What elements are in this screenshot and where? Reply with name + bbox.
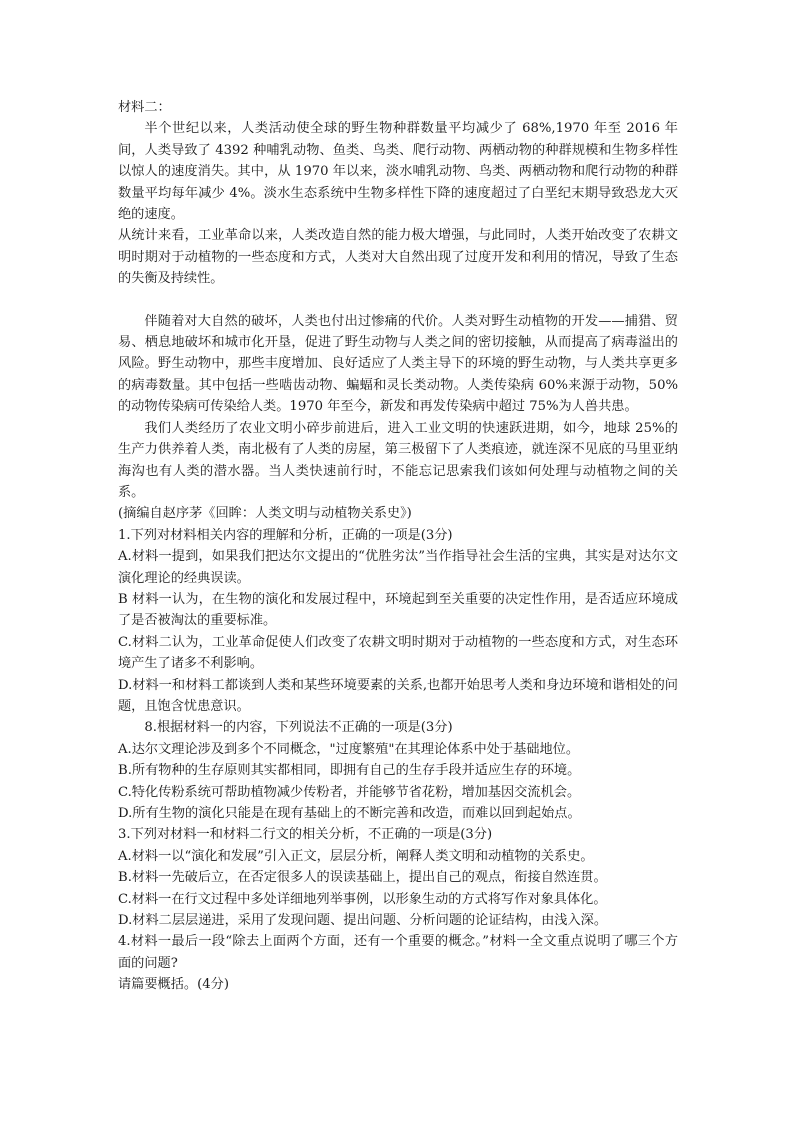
paragraph-4: 我们人类经历了农业文明小碎步前进后，进入工业文明的快速跃进期，如今，地球 25%的生产力供养着人类，南北极有了人类的房屋，第三极留下了人类痕迹，就连深不见底的马里亚纳海沟也有人类的潜水器。当人类快速前行时，不能忘记思索我们该如何处理与动植物之间的关系。 (118, 420, 678, 500)
question-3-option-b: B.材料一先破后立，在否定很多人的误读基础上，提出自己的观点，衔接自然连贯。 (118, 870, 607, 886)
question-2-option-b: B.所有物种的生存原则其实都相同，即拥有自己的生存手段并适应生存的环境。 (118, 763, 581, 779)
paragraph-1: 半个世纪以来，人类活动使全球的野生物种群数量平均减少了 68%,1970 年至 2016 年间，人类导致了 4392 种哺乳动物、鱼类、鸟类、爬行动物、两栖动物的种群规模和生物多样性以惊人的速度消失。其中，从 1970 年以来，淡水哺乳动物、鸟类、两栖动物和爬行动物的种群数量平均每年减少 4%。淡水生态系统中生物多样性下降的速度超过了白垩纪末期导致恐龙大灭绝的速度。 (118, 121, 678, 223)
question-4-stem: 4.材料一最后一段“除去上面两个方面，还有一个重要的概念。”材料一全文重点说明了哪三个方面的问题? (118, 934, 678, 971)
question-3-option-c: C.材料一在行文过程中多处详细地列举事例，以形象生动的方式将写作对象具体化。 (118, 891, 607, 907)
source-citation: (摘编自赵序茅《回眸：人类文明与动植物关系史》) (118, 506, 412, 522)
question-1-option-b: B 材料一认为，在生物的演化和发展过程中，环境起到至关重要的决定性作用，是否适应环境成了是否被淘汰的重要标准。 (118, 591, 678, 629)
question-1-option-c: C.材料二认为，工业革命促使人们改变了农耕文明时期对于动植物的一些态度和方式，对生态环境产生了诸多不利影响。 (118, 634, 678, 672)
material-label: 材料二： (118, 100, 171, 115)
question-4-instruction: 请篇要概括。(4分) (118, 977, 229, 993)
question-2-stem: 8.根据材料一的内容，下列说法不正确的一项是(3分) (144, 720, 453, 736)
document-page (118, 97, 678, 996)
question-1-option-a: A.材料一提到，如果我们把达尔文提出的“优胜劣汰”当作指导社会生活的宝典，其实是对达尔文演化理论的经典误读。 (118, 549, 678, 586)
paragraph-2: 从统计来看，工业革命以来，人类改造自然的能力极大增强，与此同时，人类开始改变了农耕文明时期对于动植物的一些态度和方式，人类对大自然出现了过度开发和利用的情况，导致了生态的失衡及持续性。 (118, 228, 678, 287)
paragraph-3: 伴随着对大自然的破坏，人类也付出过惨痛的代价。人类对野生动植物的开发——捕猎、贸易、栖息地破坏和城市化开垦，促进了野生动物与人类之间的密切接触，从而提高了病毒溢出的风险。野生动物中，那些丰度增加、良好适应了人类主导下的环境的野生动物，与人类共享更多的病毒数量。其中包括一些啮齿动物、蝙蝠和灵长类动物。人类传染病 60%来源于动物，50%的动物传染病可传染给人类。1970 年至今，新发和再发传染病中超过 75%为人兽共患。 (118, 313, 678, 415)
question-3-option-d: D.材料二层层递进，采用了发现问题、提出问题、分析问题的论证结构，由浅入深。 (118, 913, 608, 929)
paragraph-gap (118, 290, 678, 311)
question-2-option-c: C.特化传粉系统可帮助植物减少传粉者，并能够节省花粉，增加基因交流机会。 (118, 784, 581, 800)
question-3-stem: 3.下列对材料一和材料二行文的相关分析，不正确的一项是(3分) (118, 827, 493, 843)
question-2-option-d: D.所有生物的演化只能是在现有基础上的不断完善和改造，而难以回到起始点。 (118, 806, 581, 821)
question-2-option-a: A.达尔文理论涉及到多个不同概念，"过度繁殖"在其理论体系中处于基础地位。 (118, 741, 580, 757)
question-1-option-d: D.材料一和材料工都谈到人类和某些环境要素的关系,也都开始思考人类和身边环境和谐相处的问题，且饱含忧患意识。 (118, 677, 678, 714)
question-1-stem: 1.下列对材料相关内容的理解和分析，正确的一项是(3分) (118, 527, 453, 543)
question-3-option-a: A.材料一以“演化和发展”引入正文，层层分析，阐释人类文明和动植物的关系史。 (118, 848, 594, 864)
